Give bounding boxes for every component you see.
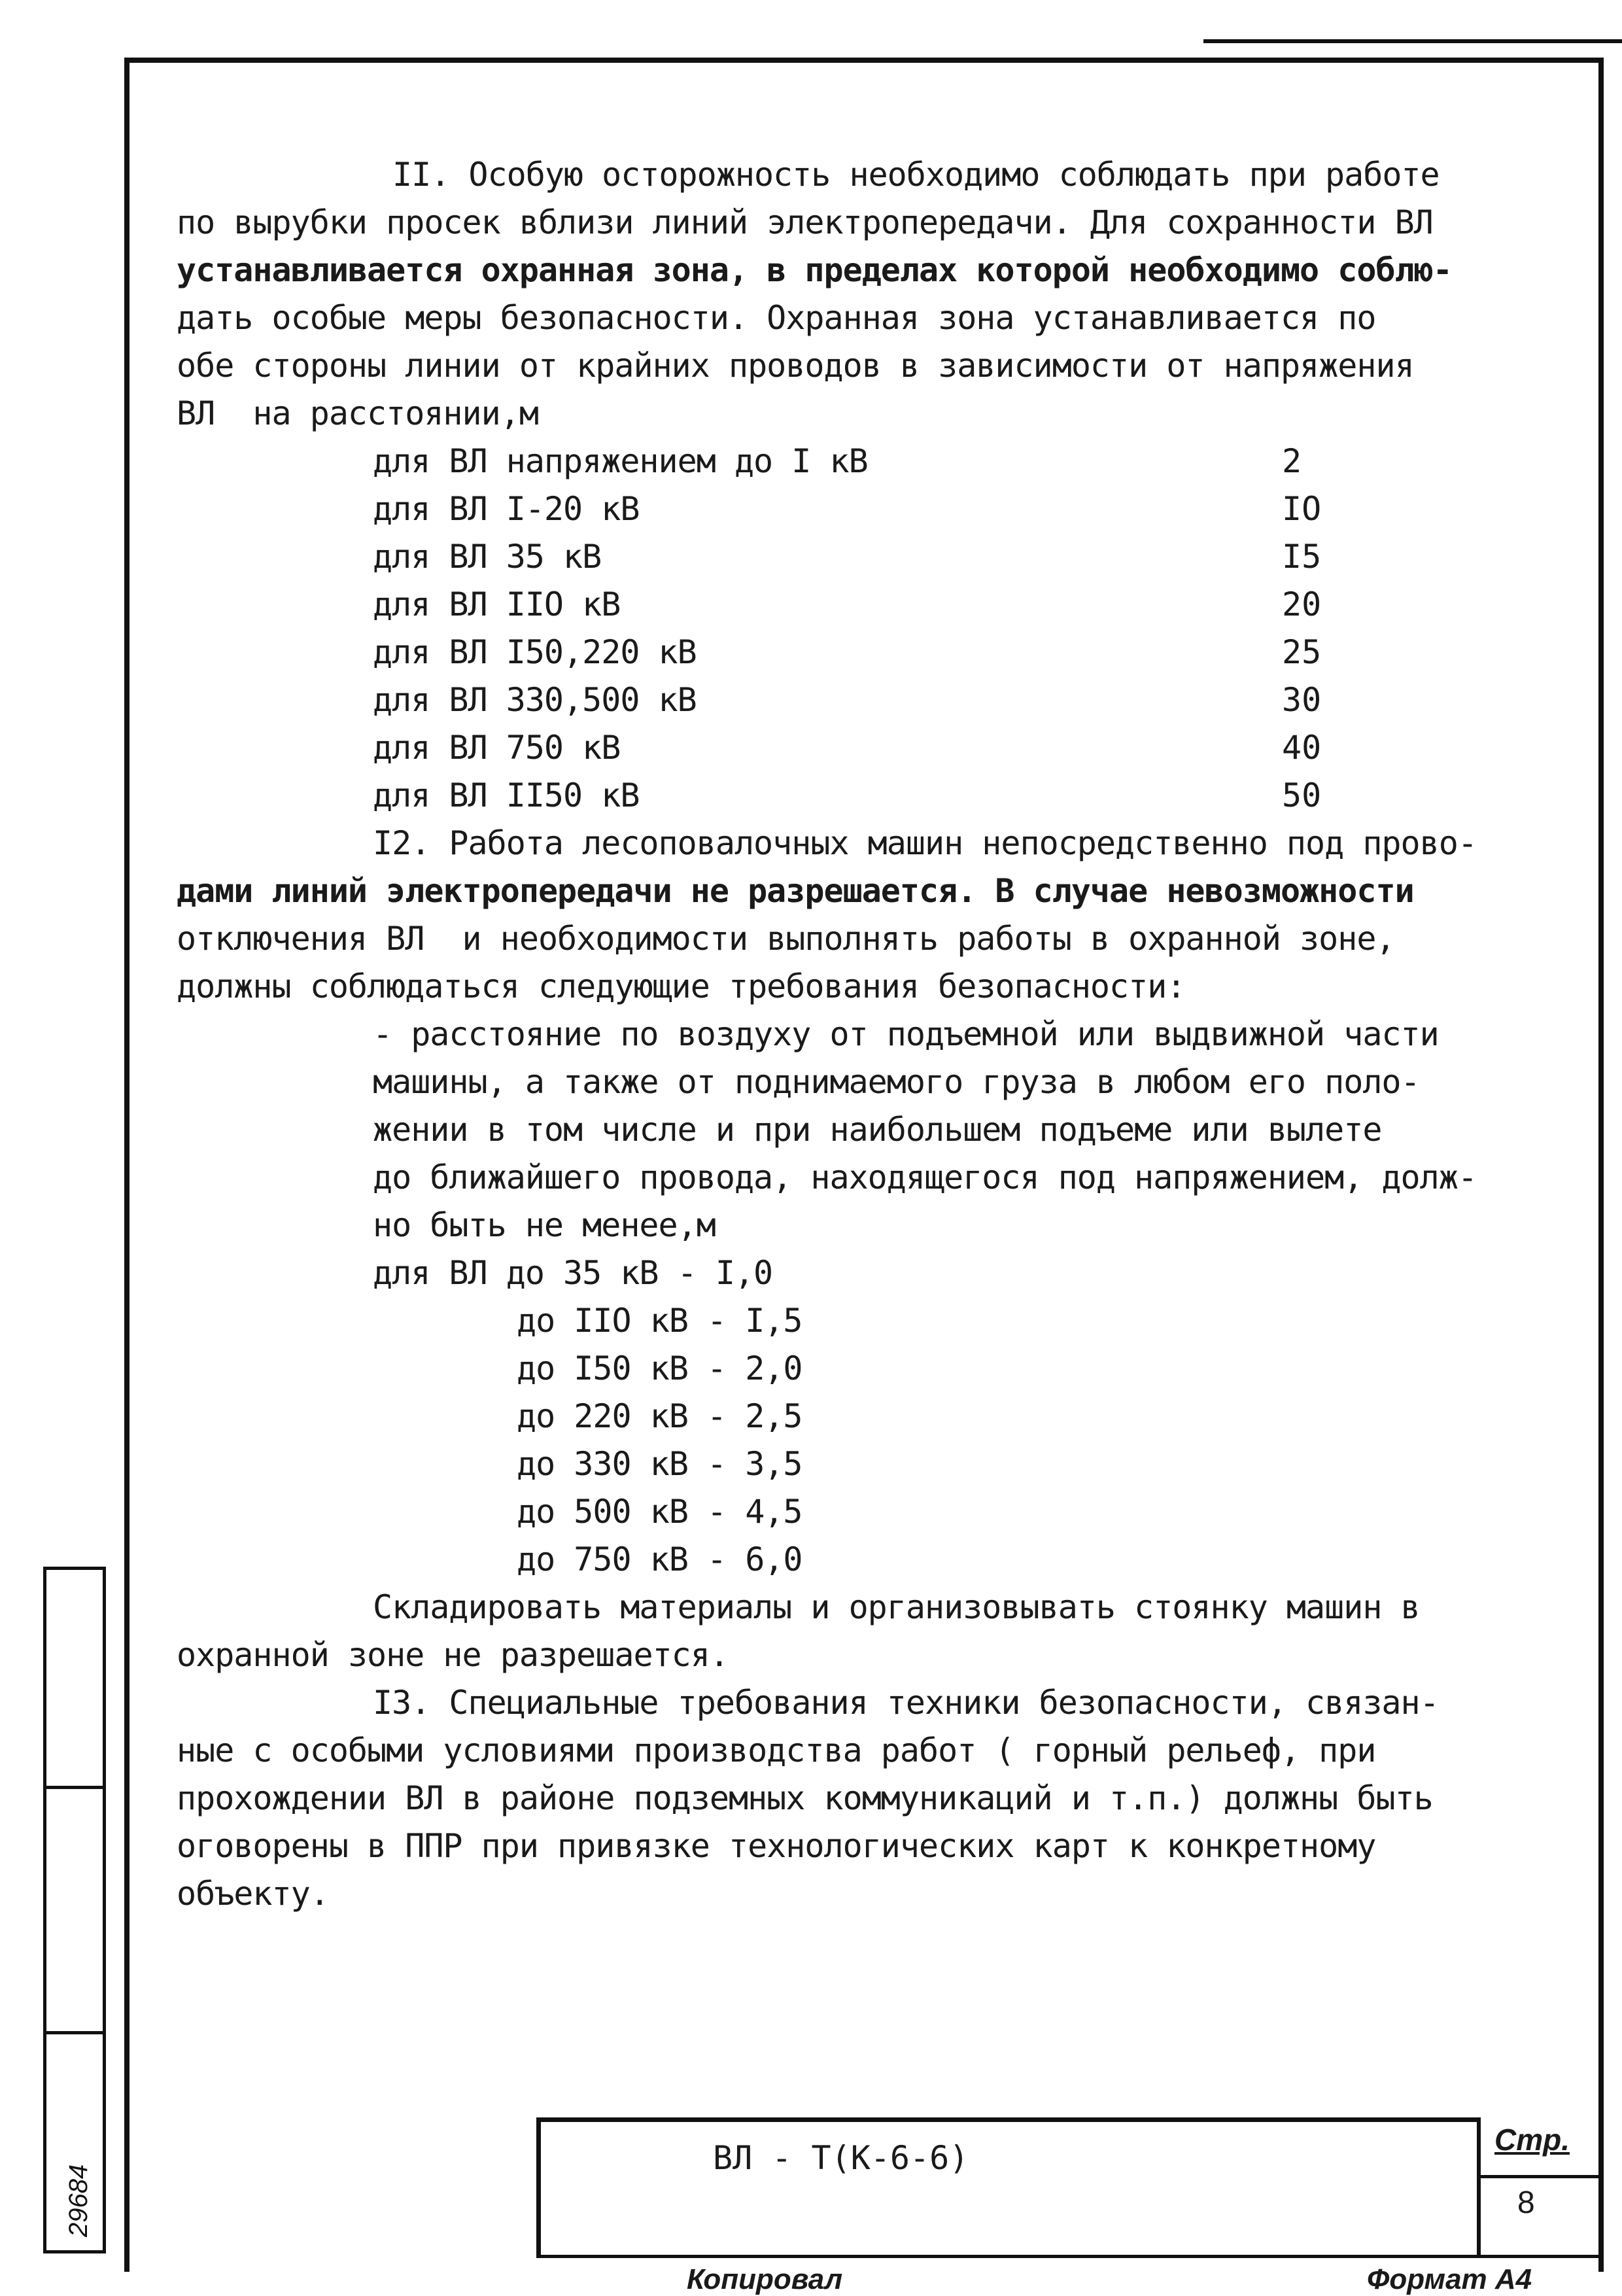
zone-label: для ВЛ IIO кВ <box>373 585 621 623</box>
s13-line-2: ные с особыми условиями производства работ ( горный рельеф, при <box>177 1731 1376 1769</box>
inventory-number: 29684 <box>64 2164 93 2237</box>
paper-format: Формат А4 <box>1367 2263 1532 2295</box>
s11-line-1: II. Особую осторожность необходимо соблюдать при работе <box>392 156 1440 194</box>
zone-label: для ВЛ напряжением до I кВ <box>373 442 868 480</box>
distance-row: для ВЛ до 35 кВ - I,0 <box>373 1254 773 1292</box>
zone-label: для ВЛ 750 кВ <box>373 729 621 767</box>
s13-line-1: I3. Специальные требования техники безопасности, связан- <box>373 1684 1439 1722</box>
s11-line-4: дать особые меры безопасности. Охранная зона устанавливается по <box>177 299 1376 337</box>
s11-line-2: по вырубки просек вблизи линий электропередачи. Для сохранности ВЛ <box>177 203 1433 241</box>
side-strip-cell <box>43 1567 106 1789</box>
page-label: Стр. <box>1494 2123 1570 2157</box>
side-strip-cell <box>43 1786 106 2034</box>
page-number: 8 <box>1517 2185 1535 2220</box>
storage-line-1: Складировать материалы и организовывать стоянку машин в <box>373 1588 1420 1626</box>
zone-value: 20 <box>1282 585 1322 623</box>
s11-line-5: обе стороны линии от крайних проводов в зависимости от напряжения <box>177 347 1414 385</box>
distance-row: до 750 кВ - 6,0 <box>517 1540 802 1578</box>
distance-row: до IIO кВ - I,5 <box>517 1302 802 1340</box>
zone-label: для ВЛ II50 кВ <box>373 776 640 814</box>
s11-line-3: устанавливается охранная зона, в пределах которой необходимо соблю- <box>177 251 1452 289</box>
s13-line-4: оговорены в ППР при привязке технологических карт к конкретному <box>177 1827 1376 1865</box>
zone-value: 40 <box>1282 729 1322 767</box>
req-line-4: до ближайшего провода, находящегося под напряжением, долж- <box>373 1158 1477 1196</box>
top-border-stub <box>1203 39 1622 43</box>
s11-line-6: ВЛ на расстоянии,м <box>177 394 538 432</box>
zone-label: для ВЛ I-20 кВ <box>373 490 640 528</box>
zone-value: 50 <box>1282 776 1322 814</box>
s12-line-3: отключения ВЛ и необходимости выполнять работы в охранной зоне, <box>177 920 1395 958</box>
distance-row: до 330 кВ - 3,5 <box>517 1445 802 1483</box>
s13-line-5: объекту. <box>177 1875 329 1913</box>
distance-row: до I50 кВ - 2,0 <box>517 1349 802 1387</box>
distance-row: до 500 кВ - 4,5 <box>517 1493 802 1531</box>
req-line-2: машины, а также от поднимаемого груза в любом его поло- <box>373 1063 1420 1101</box>
req-line-3: жении в том числе и при наибольшем подъеме или вылете <box>373 1111 1382 1149</box>
bottom-border <box>536 2255 1604 2258</box>
storage-line-2: охранной зоне не разрешается. <box>177 1636 729 1674</box>
zone-value: 30 <box>1282 681 1322 719</box>
zone-value: IO <box>1282 490 1322 528</box>
zone-label: для ВЛ I50,220 кВ <box>373 633 697 671</box>
req-line-1: - расстояние по воздуху от подъемной или выдвижной части <box>373 1015 1439 1053</box>
distance-row: до 220 кВ - 2,5 <box>517 1397 802 1435</box>
zone-value: 25 <box>1282 633 1322 671</box>
s12-line-2: дами линий электропередачи не разрешается. В случае невозможности <box>177 872 1414 910</box>
page-separator <box>1477 2175 1604 2178</box>
zone-label: для ВЛ 330,500 кВ <box>373 681 697 719</box>
zone-value: I5 <box>1282 538 1322 576</box>
zone-label: для ВЛ 35 кВ <box>373 538 602 576</box>
title-block <box>536 2117 1478 2258</box>
zone-value: 2 <box>1282 442 1302 480</box>
req-line-5: но быть не менее,м <box>373 1206 716 1244</box>
s12-line-1: I2. Работа лесоповалочных машин непосредственно под прово- <box>373 824 1477 862</box>
document-code: ВЛ - Т(К-6-6) <box>713 2139 969 2177</box>
s13-line-3: прохождении ВЛ в районе подземных коммуникаций и т.п.) должны быть <box>177 1779 1433 1817</box>
s12-line-4: должны соблюдаться следующие требования безопасности: <box>177 967 1186 1005</box>
copied-by: Копировал <box>687 2263 843 2295</box>
